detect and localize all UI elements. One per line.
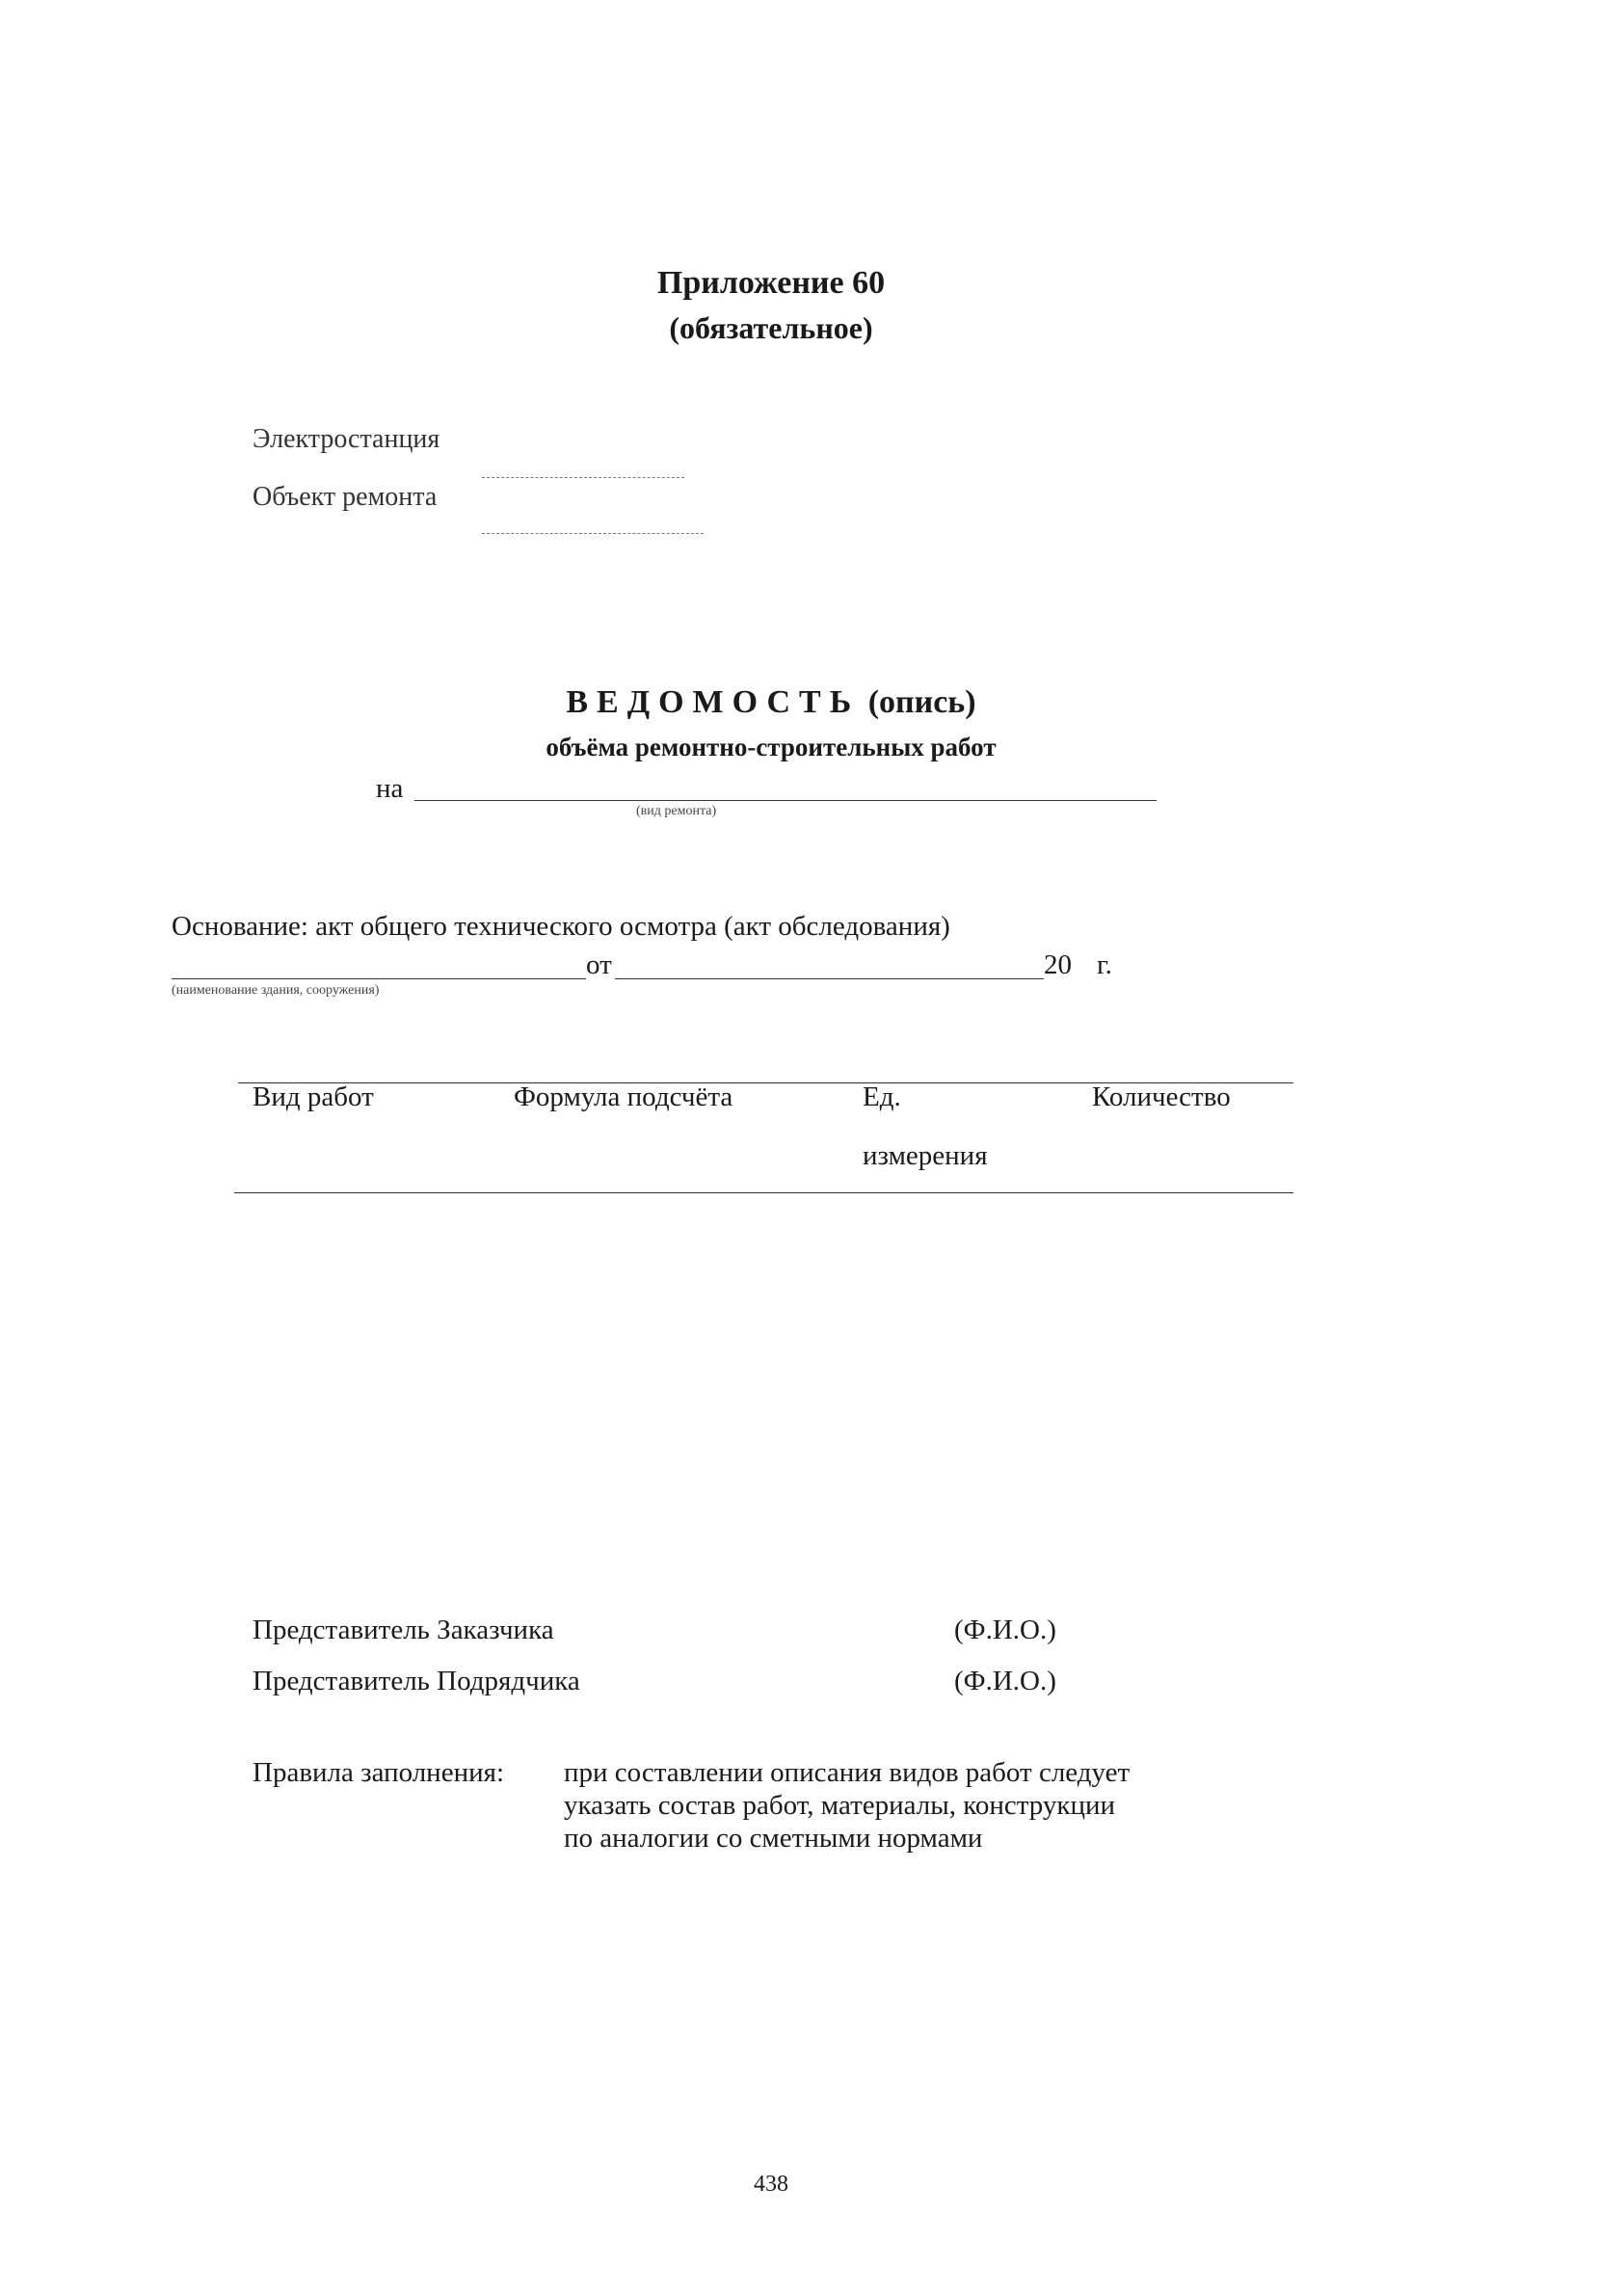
rules-line-2: указать состав работ, материалы, конструкции [564, 1790, 1116, 1821]
from-label: от [586, 949, 612, 980]
repair-object-label: Объект ремонта [253, 482, 438, 512]
date-field-line[interactable] [615, 978, 1044, 979]
basis-text: Основание: акт общего технического осмотра (акт обследования) [172, 911, 950, 942]
column-work-type: Вид работ [253, 1081, 374, 1112]
contractor-name-placeholder: (Ф.И.О.) [954, 1666, 1056, 1696]
table-bottom-rule [234, 1192, 1293, 1193]
rules-label: Правила заполнения: [253, 1757, 504, 1788]
rules-line-3: по аналогии со сметными нормами [564, 1823, 983, 1854]
column-formula: Формула подсчёта [514, 1081, 733, 1112]
statement-title [0, 684, 1542, 721]
for-label: на [376, 773, 404, 804]
column-unit: Ед. [863, 1081, 901, 1112]
year-suffix: г. [1097, 949, 1112, 980]
appendix-title: Приложение 60 [656, 265, 886, 301]
page-number: 438 [754, 2172, 788, 2197]
statement-title-suffix: (опись) [867, 684, 976, 720]
power-station-label: Электростанция [253, 424, 440, 454]
repair-object-field-line[interactable] [482, 533, 704, 534]
column-quantity: Количество [1092, 1081, 1231, 1112]
statement-subtitle: объёма ремонтно-строительных работ [546, 733, 997, 761]
customer-representative-label: Представитель Заказчика [253, 1615, 554, 1645]
customer-name-placeholder: (Ф.И.О.) [954, 1615, 1056, 1645]
column-unit-line2: измерения [863, 1140, 988, 1171]
building-caption: (наименование здания, сооружения) [172, 983, 380, 998]
contractor-representative-label: Представитель Подрядчика [253, 1666, 580, 1696]
building-field-line[interactable] [172, 978, 586, 979]
year-label: 20 [1044, 949, 1072, 980]
power-station-field-line[interactable] [482, 477, 684, 478]
rules-line-1: при составлении описания видов работ следует [564, 1757, 1131, 1788]
appendix-subtitle: (обязательное) [669, 310, 873, 345]
repair-type-field-line[interactable] [414, 800, 1157, 801]
statement-title-main: ВЕДОМОСТЬ [566, 684, 861, 720]
repair-type-caption: (вид ремонта) [636, 804, 717, 818]
